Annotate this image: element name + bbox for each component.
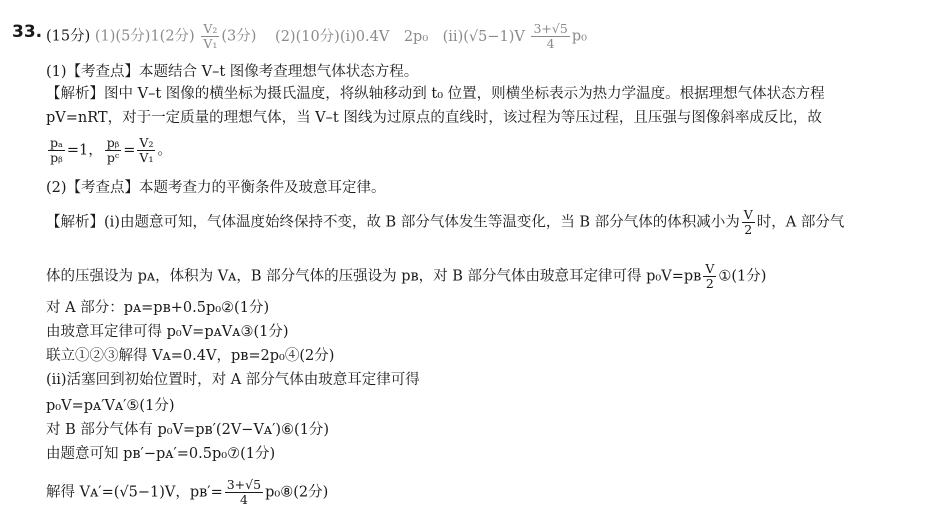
part2-ii-intro: (ⅱ)活塞回到初始位置时，对 A 部分气体由玻意耳定律可得 (46, 372, 420, 388)
fraction-pb-pc: $\frac{\text{pᵦ}}{\text{pᶜ}}$ (106, 135, 120, 165)
fraction-pa-pb: $\frac{\text{pₐ}}{\text{pᵦ}}$ (50, 135, 63, 165)
equation-4: 联立①②③解得 Vᴀ=0.4V，pʙ=2p₀④(2分) (46, 348, 335, 364)
final-result: 解得 Vᴀ′=(√5−1)V，pʙ′= $\frac{3+√5}{4}$ p₀⑧(2分) (46, 477, 329, 507)
part1-analysis-1: 【解析】图中 V–t 图像的横坐标为摄氏温度，将纵轴移动到 t₀ 位置，则横坐标表示为热力学温度。根据理想气体状态方程 (46, 86, 825, 102)
part2-topic: (2)【考查点】本题考查力的平衡条件及玻意耳定律。 (46, 180, 386, 196)
equation-2: 对 A 部分：pᴀ=pʙ+0.5p₀②(1分) (46, 300, 270, 316)
equation-6: 对 B 部分气体有 p₀V=pʙ′(2V−Vᴀ′)⑥(1分) (46, 422, 330, 438)
fraction-final: $\frac{3+√5}{4}$ (226, 477, 262, 507)
part1-fraction: $\frac{\text{V₂}}{\text{V₁}}$ (203, 21, 218, 51)
part1-result: $\frac{\text{pₐ}}{\text{pᵦ}}$ =1， $\frac{\text{pᵦ}}{\text{pᶜ}}$ = $\frac{\text{V₂}}{\text{V₁}}$ 。 (50, 135, 172, 165)
fraction-v-2: $\frac{V}{2}$ (743, 207, 753, 237)
part2-analysis-1: 【解析】(ⅰ)由题意可知，气体温度始终保持不变，故 B 部分气体发生等温变化，当 B 部分气体的体积减小为 $\frac{V}{2}$ 时，A 部分气 (46, 207, 845, 237)
part1-answer: (1)(5分)1(2分) (94, 28, 195, 45)
part2-analysis-2: 体的压强设为 pᴀ，体积为 Vᴀ，B 部分气体的压强设为 pʙ，对 B 部分气体由玻意耳定律可得 p₀V=pʙ $\frac{V}{2}$ ①(1分) (46, 261, 767, 291)
equation-5: p₀V=pᴀ′Vᴀ′⑤(1分) (46, 398, 175, 414)
fraction-v2-v1: $\frac{\text{V₂}}{\text{V₁}}$ (139, 135, 154, 165)
part1-topic: (1)【考查点】本题结合 V–t 图像考查理想气体状态方程。 (46, 64, 419, 80)
part2-answer: (2)(10分)(ⅰ)0.4V 2p₀ (ⅱ)(√5−1)V (275, 28, 525, 45)
part1-analysis-2: pV=nRT，对于一定质量的理想气体，当 V–t 图线为过原点的直线时，该过程为等压过程，且压强与图像斜率成反比，故 (46, 110, 822, 126)
part2-fraction: $\frac{3+√5}{4}$ (533, 21, 568, 51)
equation-7: 由题意可知 pʙ′−pᴀ′=0.5p₀⑦(1分) (46, 446, 276, 462)
equation-3: 由玻意耳定律可得 p₀V=pᴀVᴀ③(1分) (46, 324, 289, 340)
fraction-v-2b: $\frac{V}{2}$ (705, 261, 715, 291)
question-number: 33. (12, 22, 43, 42)
answer-summary: (15分) (1)(5分)1(2分) $\frac{\text{V₂}}{\text{V₁}}$ (3分) (2)(10分)(ⅰ)0.4V 2p₀ (ⅱ)(√5−1)V $\frac{3+√5}{4}$ p₀ (46, 21, 587, 51)
total-score: (15分) (46, 28, 91, 45)
